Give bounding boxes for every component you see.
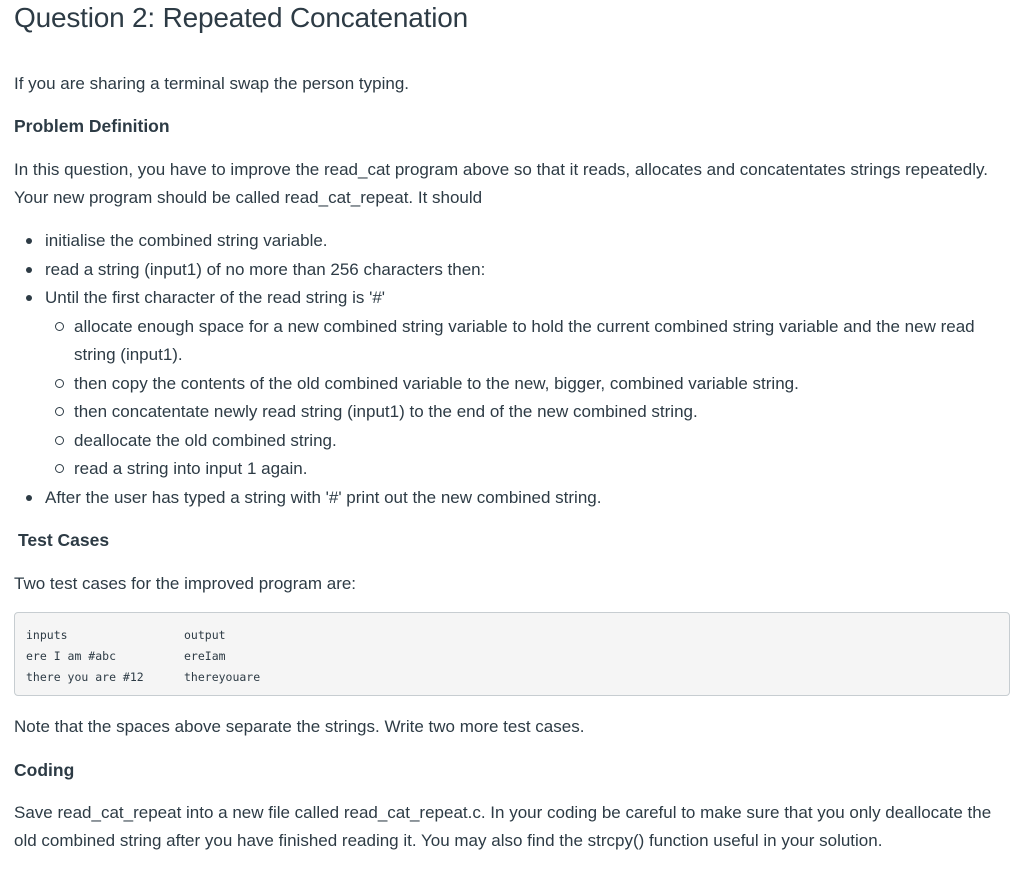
test-cases-code-block [14,612,1010,696]
requirements-list [14,227,1012,512]
page-title: Question 2: Repeated Concatenation [14,2,468,33]
test-cases-heading: Test Cases [18,530,110,550]
list-item: initialise the combined string variable. [14,227,1012,256]
column-header-inputs: inputs [26,628,68,642]
problem-definition-text: In this question, you have to improve the read_cat program above so that it reads, allocates and concatentates strings repeatedly. Your new program should be called read_cat_repeat. It should [14,160,988,207]
table-row [26,667,998,688]
output-cell: thereyouare [184,670,261,684]
list-item: allocate enough space for a new combined string variable to hold the current combined string variable and the new read string (input1). [45,313,1012,370]
coding-heading: Coding [14,760,75,780]
loop-steps-list [45,313,1012,484]
coding-text: Save read_cat_repeat into a new file called read_cat_repeat.c. In your coding be careful to make sure that you only deallocate the old combined string after you have finished reading it. You may also find the strcpy() function useful in your solution. [14,803,992,850]
list-item: read a string (input1) of no more than 256 characters then: [14,256,1012,285]
list-item: deallocate the old combined string. [45,427,1012,456]
list-item: Until the first character of the read string is '#' allocate enough space for a new combined string variable to hold the current combined string variable and the new read string (input1). then copy the contents of the old combined variable to the new, bigger, combined variable string. then concatentate newly read string (input1) to the end of the new combined string. deallocate the old combined string. read a string into input 1 again. [14,284,1012,484]
column-header-output: output [184,628,226,642]
problem-definition-heading: Problem Definition [14,116,170,136]
list-item: then copy the contents of the old combined variable to the new, bigger, combined variable string. [45,370,1012,399]
input-cell: there you are #12 [26,670,144,684]
list-item: read a string into input 1 again. [45,455,1012,484]
table-row [26,646,998,667]
table-row [26,625,998,646]
list-item: then concatentate newly read string (input1) to the end of the new combined string. [45,398,1012,427]
input-cell: ere I am #abc [26,649,117,663]
test-cases-intro: Two test cases for the improved program are: [14,574,357,593]
output-cell: ereIam [184,649,226,663]
list-item: After the user has typed a string with '#' print out the new combined string. [14,484,1012,513]
note-text: Note that the spaces above separate the strings. Write two more test cases. [14,717,585,736]
intro-text: If you are sharing a terminal swap the person typing. [14,74,409,93]
